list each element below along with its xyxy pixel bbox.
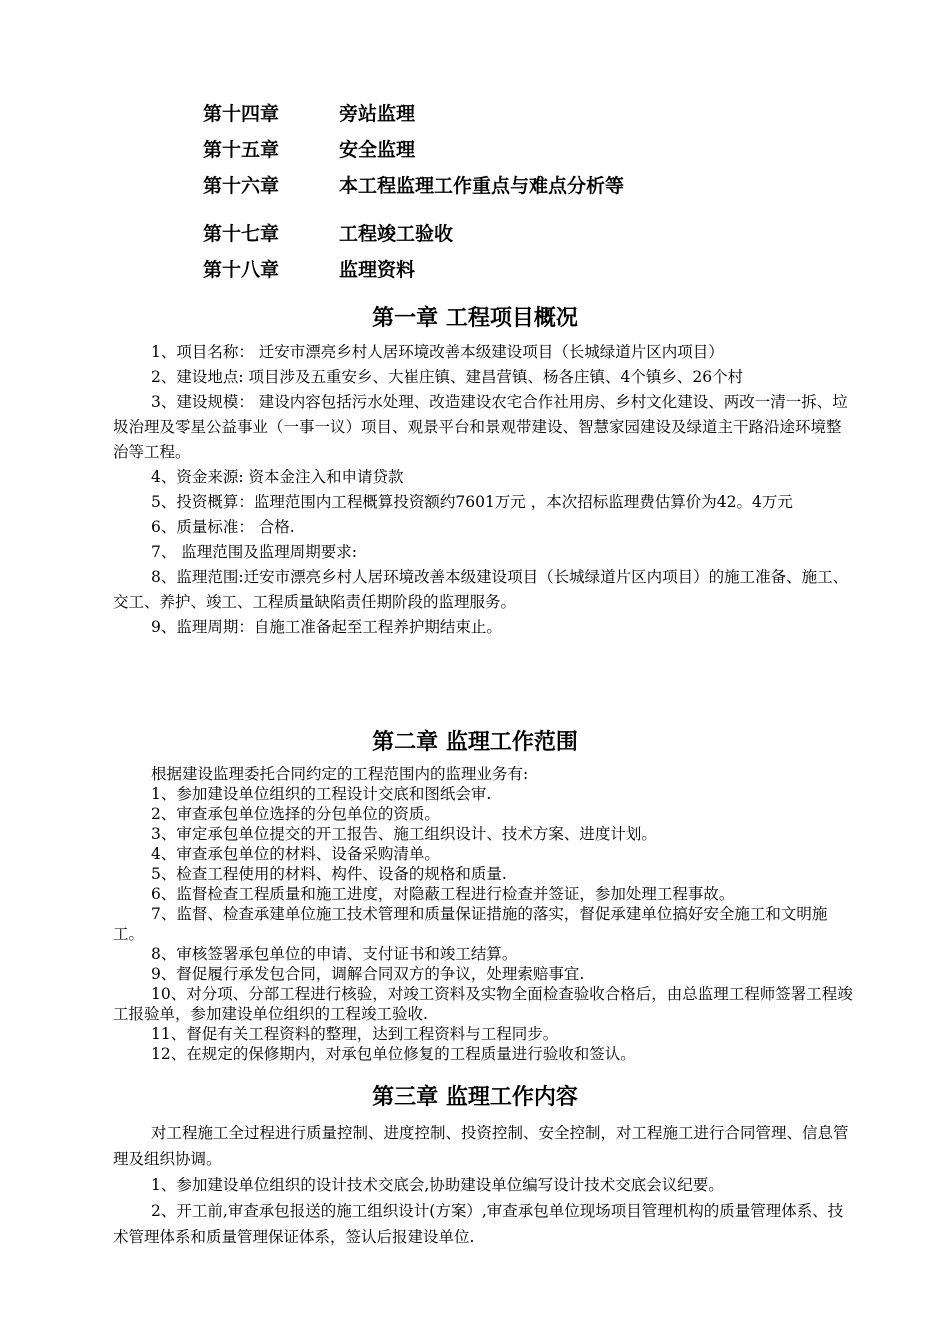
toc-title: 旁站监理	[339, 103, 416, 125]
toc-chapter: 第十五章	[203, 139, 280, 161]
paragraph: 1、参加建设单位组织的工程设计交底和图纸会审.	[151, 785, 492, 803]
paragraph: 2、审查承包单位选择的分包单位的资质。	[151, 805, 440, 823]
paragraph: 根据建设监理委托合同约定的工程范围内的监理业务有:	[151, 765, 529, 783]
toc-entry	[203, 132, 624, 168]
paragraph: 4、审查承包单位的材料、设备采购清单。	[151, 845, 440, 863]
paragraph: 12、在规定的保修期内，对承包单位修复的工程质量进行验收和签认。	[151, 1045, 636, 1063]
toc-chapter: 第十六章	[203, 175, 280, 197]
paragraph: 1、参加建设单位组织的设计技术交底会,协助建设单位编写设计技术交底会议纪要。	[151, 1176, 724, 1194]
chapter2-body	[113, 764, 855, 1064]
paragraph: 5、投资概算：监理范围内工程概算投资额约7601万元 ，本次招标监理费估算价为42。4万元	[151, 493, 793, 511]
toc-title: 监理资料	[339, 259, 416, 281]
paragraph: 9、监理周期：自施工准备起至工程养护期结束止。	[151, 618, 502, 636]
toc-title: 本工程监理工作重点与难点分析等	[339, 175, 625, 197]
paragraph: 5、检查工程使用的材料、构件、设备的规格和质量.	[151, 865, 507, 883]
paragraph: 2、建设地点: 项目涉及五重安乡、大崔庄镇、建昌营镇、杨各庄镇、4个镇乡、26个村	[151, 368, 744, 386]
paragraph: 7、 监理范围及监理周期要求:	[151, 543, 358, 561]
paragraph: 8、审核签署承包单位的申请、支付证书和竣工结算。	[151, 945, 518, 963]
paragraph: 8、监理范围:迁安市漂亮乡村人居环境改善本级建设项目（长城绿道片区内项目）的施工准备、施工、交工、养护、竣工、工程质量缺陷责任期阶段的监理服务。	[113, 568, 849, 611]
toc-entry	[203, 216, 624, 252]
paragraph: 10、对分项、分部工程进行核验，对竣工资料及实物全面检查验收合格后，由总监理工程师签署工程竣工报验单，参加建设单位组织的工程竣工验收.	[113, 985, 853, 1023]
paragraph: 4、资金来源: 资本金注入和申请贷款	[151, 468, 404, 486]
toc-chapter: 第十四章	[203, 103, 280, 125]
chapter1-body	[113, 340, 855, 640]
paragraph: 6、监督检查工程质量和施工进度，对隐蔽工程进行检查并签证，参加处理工程事故。	[151, 885, 735, 903]
toc-chapter: 第十七章	[203, 223, 280, 245]
toc-entry	[203, 252, 624, 288]
paragraph: 11、督促有关工程资料的整理，达到工程资料与工程同步。	[151, 1025, 559, 1043]
paragraph: 7、监督、检查承建单位施工技术管理和质量保证措施的落实，督促承建单位搞好安全施工和文明施工。	[113, 905, 828, 943]
paragraph: 2、开工前,审查承包报送的施工组织设计(方案）,审查承包单位现场项目管理机构的质量管理体系、技术管理体系和质量管理保证体系，签认后报建设单位.	[113, 1202, 844, 1246]
chapter1-heading: 第一章 工程项目概况	[372, 306, 578, 331]
paragraph: 3、建设规模： 建设内容包括污水处理、改造建设农宅合作社用房、乡村文化建设、两改一清一拆、垃圾治理及零星公益事业（一事一议）项目、观景平台和景观带建设、智慧家园建设及绿道主干路沿途环境整治等工程。	[113, 393, 848, 461]
paragraph: 对工程施工全过程进行质量控制、进度控制、投资控制、安全控制，对工程施工进行合同管理、信息管理及组织协调。	[113, 1124, 849, 1168]
paragraph: 9、督促履行承发包合同，调解合同双方的争议，处理索赔事宜.	[151, 965, 585, 983]
toc-entry	[203, 168, 624, 204]
chapter3-heading: 第三章 监理工作内容	[372, 1085, 578, 1110]
chapter3-body	[113, 1120, 855, 1250]
toc-entry	[203, 96, 624, 132]
table-of-contents	[203, 96, 624, 288]
paragraph: 3、审定承包单位提交的开工报告、施工组织设计、技术方案、进度计划。	[151, 825, 657, 843]
paragraph: 6、质量标准： 合格.	[151, 518, 295, 536]
toc-chapter: 第十八章	[203, 259, 280, 281]
paragraph: 1、项目名称： 迁安市漂亮乡村人居环境改善本级建设项目（长城绿道片区内项目）	[151, 343, 724, 361]
toc-title: 工程竣工验收	[339, 223, 454, 245]
chapter2-heading: 第二章 监理工作范围	[372, 730, 578, 755]
toc-title: 安全监理	[339, 139, 416, 161]
